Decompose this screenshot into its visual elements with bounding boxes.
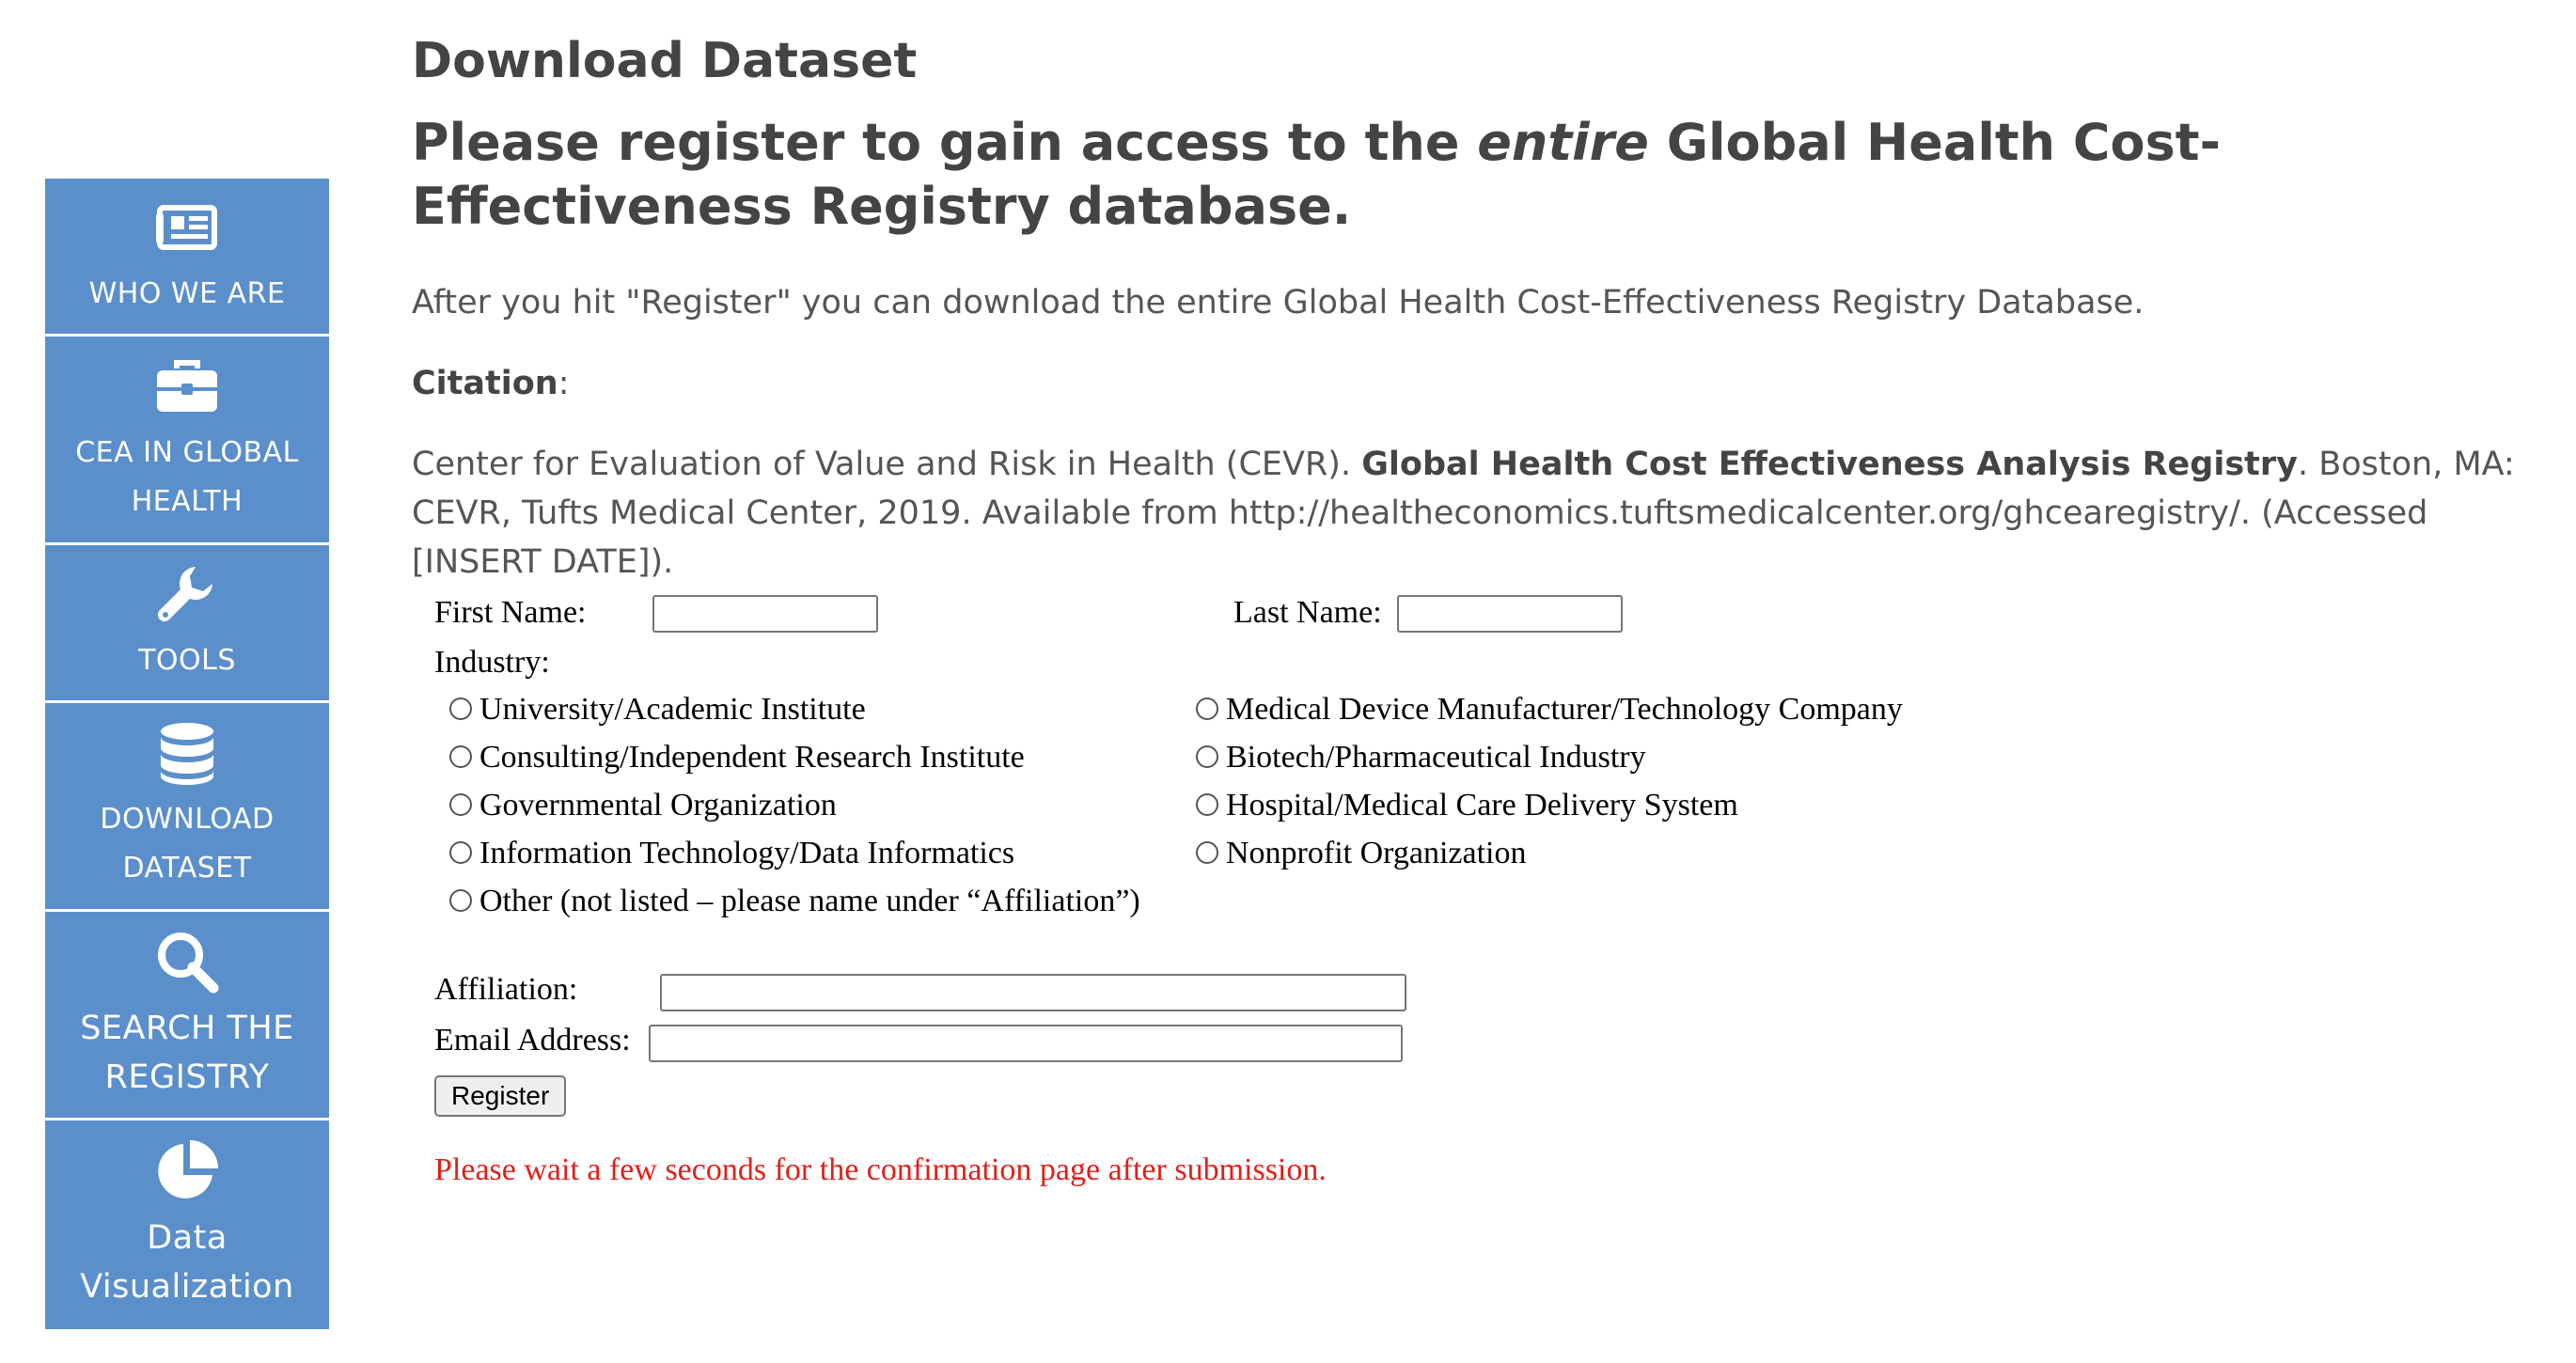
sidebar-item-download-dataset[interactable] (45, 703, 329, 912)
pie-chart-icon (154, 1138, 220, 1204)
affiliation-input[interactable] (660, 974, 1406, 1011)
sidebar-nav (45, 179, 329, 1329)
industry-option[interactable] (449, 692, 866, 728)
industry-option[interactable] (1196, 836, 1526, 871)
affiliation-label: Affiliation: (434, 972, 578, 1007)
industry-option-label: Governmental Organization (479, 788, 837, 822)
radio-button[interactable] (449, 745, 472, 768)
industry-option[interactable] (449, 884, 1140, 919)
industry-option[interactable] (449, 788, 837, 823)
last-name-label: Last Name: (1233, 595, 1382, 630)
sidebar-item-cea-in-global-health[interactable] (45, 337, 329, 545)
industry-option-label: Hospital/Medical Care Delivery System (1226, 788, 1738, 822)
submission-notice: Please wait a few seconds for the confirmation page after submission. (434, 1152, 1327, 1187)
wrench-icon (154, 561, 220, 627)
industry-option[interactable] (449, 836, 1014, 871)
intro-text: After you hit "Register" you can download the entire Global Health Cost-Effectiveness Registry Database. (412, 284, 2144, 321)
page-title: Download Dataset (412, 33, 918, 89)
radio-button[interactable] (449, 793, 472, 816)
industry-option[interactable] (449, 740, 1025, 776)
sidebar-item-search-the-registry[interactable] (45, 912, 329, 1120)
briefcase-icon (154, 353, 220, 419)
register-button[interactable]: Register (434, 1075, 566, 1117)
last-name-input[interactable] (1397, 595, 1623, 633)
citation-heading (412, 359, 2537, 408)
first-name-input[interactable] (652, 595, 878, 633)
industry-option-label: Nonprofit Organization (1226, 836, 1527, 870)
citation-details: . Boston, MA: CEVR, Tufts Medical Center, 2019. Available from http://healtheconomics.tuftsmedicalcenter.org/ghcearegistry/. (Accessed [INSERT DATE]). (412, 446, 2515, 581)
industry-option-label: Biotech/Pharmaceutical Industry (1226, 740, 1646, 775)
citation-colon: : (558, 365, 570, 402)
sidebar-item-label: SEARCH THE REGISTRY (80, 1009, 294, 1096)
sidebar-item-data-visualization[interactable] (45, 1120, 329, 1329)
industry-option[interactable] (1196, 692, 1903, 728)
email-input[interactable] (649, 1025, 1403, 1062)
citation-title: Global Health Cost Effectiveness Analysis Registry (1361, 446, 2298, 483)
industry-option[interactable] (1196, 788, 1738, 823)
radio-button[interactable] (449, 841, 472, 864)
industry-option-label: Other (not listed – please name under “Affiliation”) (479, 884, 1140, 918)
radio-button[interactable] (1196, 793, 1218, 816)
main-content (412, 0, 2537, 587)
radio-button[interactable] (449, 697, 472, 720)
industry-option[interactable] (1196, 740, 1646, 776)
sidebar-item-label: CEA IN GLOBAL HEALTH (75, 435, 299, 518)
sidebar-item-who-we-are[interactable] (45, 179, 329, 337)
industry-option-label: University/Academic Institute (479, 692, 866, 727)
citation-label: Citation (412, 365, 558, 402)
first-name-label: First Name: (434, 595, 587, 630)
email-label: Email Address: (434, 1023, 631, 1058)
sidebar-item-label: Data Visualization (80, 1219, 294, 1306)
citation-author: Center for Evaluation of Value and Risk in Health (CEVR). (412, 446, 1362, 483)
industry-option-label: Medical Device Manufacturer/Technology Company (1226, 692, 1903, 727)
register-headline (412, 111, 2518, 239)
industry-option-label: Information Technology/Data Informatics (479, 836, 1015, 870)
radio-button[interactable] (1196, 697, 1218, 720)
search-icon (154, 929, 220, 995)
sidebar-item-label: WHO WE ARE (88, 276, 286, 310)
headline-text: Global Health Cost-Effectiveness Registry database. (412, 113, 2221, 236)
radio-button[interactable] (1196, 841, 1218, 864)
industry-option-label: Consulting/Independent Research Institute (479, 740, 1025, 775)
headline-emphasis: entire (1477, 113, 1649, 172)
sidebar-item-label: DOWNLOAD DATASET (100, 802, 275, 885)
headline-text: Please register to gain access to the (412, 113, 1478, 172)
citation-text (412, 440, 2518, 587)
sidebar-item-tools[interactable] (45, 545, 329, 703)
newspaper-icon (154, 195, 220, 260)
sidebar-item-label: TOOLS (138, 643, 236, 677)
industry-label: Industry: (434, 645, 550, 680)
radio-button[interactable] (449, 889, 472, 912)
radio-button[interactable] (1196, 745, 1218, 768)
database-icon (154, 720, 220, 786)
